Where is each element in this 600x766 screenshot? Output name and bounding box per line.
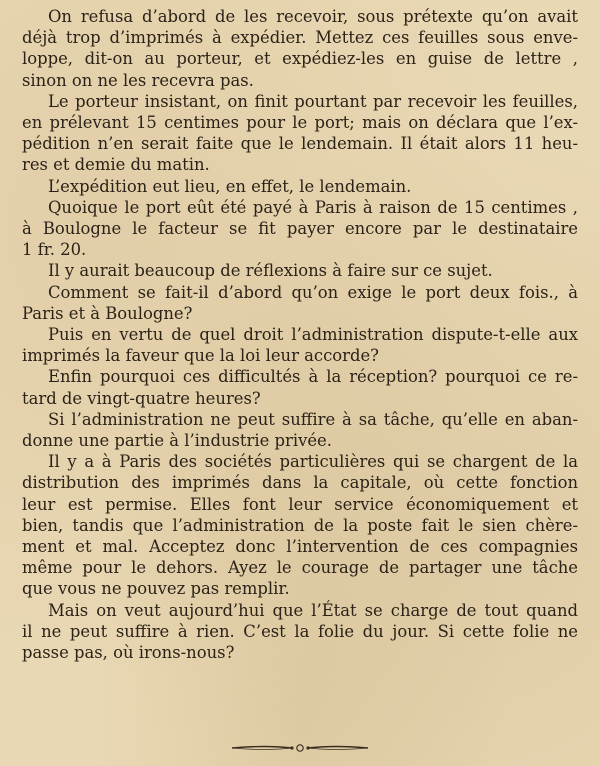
text-line: leur est permise. Elles font leur service économiquement et: [22, 494, 578, 514]
text-line: Il y a à Paris des sociétés particulières qui se chargent de la: [48, 452, 578, 472]
paragraph: [22, 600, 578, 664]
paragraph: [22, 409, 578, 451]
paragraph: [22, 197, 578, 261]
text-line: Comment se fait-il d’abord qu’on exige le port deux fois., à: [48, 282, 578, 302]
text-line: pédition n’en serait faite que le lendemain. Il était alors 11 heu-: [22, 134, 578, 154]
text-line: Il y aurait beaucoup de réflexions à faire sur ce sujet.: [48, 261, 493, 281]
text-line: L’expédition eut lieu, en effet, le lendemain.: [48, 176, 412, 196]
text-line: il ne peut suffire à rien. C’est la folie du jour. Si cette folie ne: [22, 621, 578, 641]
text-line: que vous ne pouvez pas remplir.: [22, 579, 290, 599]
text-line: On refusa d’abord de les recevoir, sous prétexte qu’on avait: [48, 7, 578, 26]
paragraph: [22, 91, 578, 176]
text-line: Puis en vertu de quel droit l’administration dispute-t-elle aux: [48, 325, 578, 345]
text-line: même pour le dehors. Ayez le courage de partager une tâche: [22, 558, 578, 578]
text-line: sinon on ne les recevra pas.: [22, 70, 254, 90]
paragraph: [22, 260, 578, 281]
text-line: passe pas, où irons-nous?: [22, 643, 235, 663]
text-line: Si l’administration ne peut suffire à sa tâche, qu’elle en aban-: [48, 409, 578, 429]
text-line: Quoique le port eût été payé à Paris à raison de 15 centimes ,: [48, 197, 578, 217]
paragraph: [22, 176, 578, 197]
text-line: tard de vingt-quatre heures?: [22, 388, 261, 408]
text-line: imprimés la faveur que la loi leur accorde?: [22, 346, 379, 366]
text-line: donne une partie à l’industrie privée.: [22, 431, 332, 451]
text-line: Enfin pourquoi ces difficultés à la réception? pourquoi ce re-: [48, 367, 578, 387]
ornamental-rule-icon: [230, 741, 370, 755]
text-line: 1 fr. 20.: [22, 240, 87, 260]
paragraph: [22, 366, 578, 408]
paragraph: [22, 324, 578, 366]
text-line: déjà trop d’imprimés à expédier. Mettez ces feuilles sous enve-: [22, 28, 578, 48]
paragraph: [22, 282, 578, 324]
paragraph: [22, 6, 578, 91]
text-line: distribution des imprimés dans la capitale, où cette fonction: [22, 473, 578, 493]
text-line: Paris et à Boulogne?: [22, 303, 193, 323]
text-line: ment et mal. Acceptez donc l’intervention de ces compagnies: [22, 537, 578, 557]
text-line: à Boulogne le facteur se fit payer encore par le destinataire: [22, 219, 578, 239]
text-line: res et demie du matin.: [22, 155, 210, 175]
text-line: Le porteur insistant, on finit pourtant par recevoir les feuilles,: [48, 91, 578, 111]
text-line: loppe, dit-on au porteur, et expédiez-les en guise de lettre ,: [22, 49, 578, 69]
text-line: Mais on veut aujourd’hui que l’État se charge de tout quand: [48, 600, 578, 620]
text-line: bien, tandis que l’administration de la poste fait le sien chère-: [22, 515, 578, 535]
article-body: [22, 6, 578, 663]
paragraph: [22, 451, 578, 599]
text-line: en prélevant 15 centimes pour le port; mais on déclara que l’ex-: [22, 113, 578, 133]
